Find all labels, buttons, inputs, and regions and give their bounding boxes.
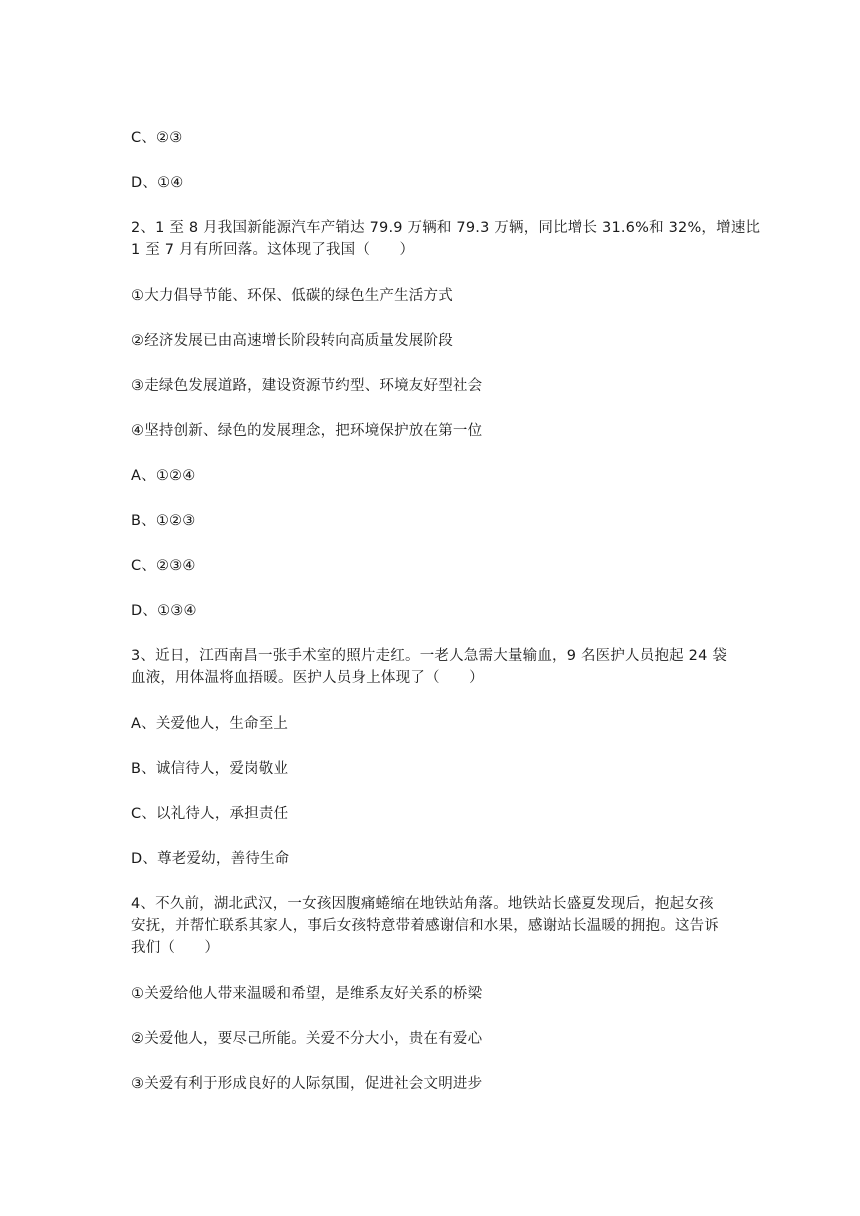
statement-3-q2: ③走绿色发展道路，建设资源节约型、环境友好型社会: [131, 378, 483, 394]
option-c-q3: C、以礼待人，承担责任: [131, 806, 289, 822]
statement-2-q2: ②经济发展已由高速增长阶段转向高质量发展阶段: [131, 333, 453, 349]
statement-1-q2: ①大力倡导节能、环保、低碳的绿色生产生活方式: [131, 288, 453, 304]
statement-1-q4: ①关爱给他人带来温暖和希望，是维系友好关系的桥梁: [131, 986, 483, 1002]
question-4-line-3: 我们（ ）: [131, 940, 220, 956]
option-a-q3: A、关爱他人，生命至上: [131, 716, 289, 732]
statement-2-q4: ②关爱他人，要尽己所能。关爱不分大小，贵在有爱心: [131, 1031, 483, 1047]
option-b-q2: B、①②③: [131, 513, 196, 529]
question-2-line-2: 1 至 7 月有所回落。这体现了我国（ ）: [131, 242, 415, 258]
option-b-q3: B、诚信待人，爱岗敬业: [131, 761, 289, 777]
question-2-line-1: 2、1 至 8 月我国新能源汽车产销达 79.9 万辆和 79.3 万辆，同比增长 31.6%和 32%，增速比: [131, 220, 761, 236]
question-3-line-2: 血液，用体温将血捂暖。医护人员身上体现了（ ）: [131, 670, 484, 686]
question-3-line-1: 3、近日，江西南昌一张手术室的照片走红。一老人急需大量输血，9 名医护人员抱起 24 袋: [131, 648, 728, 664]
option-a-q2: A、①②④: [131, 468, 196, 484]
option-d-q1: D、①④: [131, 175, 184, 191]
question-4-line-2: 安抚，并帮忙联系其家人，事后女孩特意带着感谢信和水果，感谢站长温暖的拥抱。这告诉: [131, 918, 719, 934]
question-4-line-1: 4、不久前，湖北武汉，一女孩因腹痛蜷缩在地铁站角落。地铁站长盛夏发现后，抱起女孩: [131, 896, 714, 912]
option-c-q2: C、②③④: [131, 558, 196, 574]
option-c-q1: C、②③: [131, 130, 183, 146]
statement-3-q4: ③关爱有利于形成良好的人际氛围，促进社会文明进步: [131, 1076, 483, 1092]
option-d-q2: D、①③④: [131, 603, 197, 619]
option-d-q3: D、尊老爱幼，善待生命: [131, 851, 290, 867]
statement-4-q2: ④坚持创新、绿色的发展理念，把环境保护放在第一位: [131, 423, 483, 439]
